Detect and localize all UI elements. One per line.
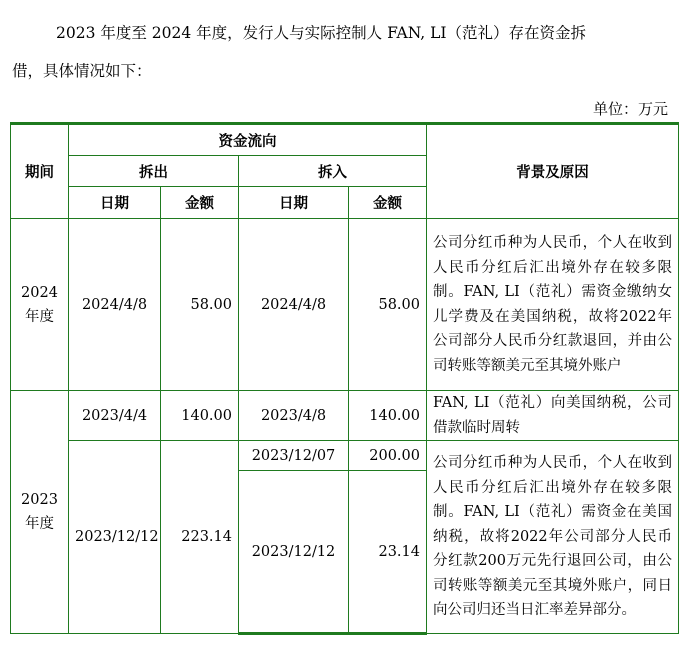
header-out: 拆出 — [69, 156, 239, 187]
in-date-cell: 2023/12/07 — [239, 441, 349, 471]
out-date-cell: 2023/4/4 — [69, 391, 161, 441]
period-cell: 2024 年度 — [11, 219, 69, 391]
reason-cell: 公司分红币种为人民币，个人在收到人民币分红后汇出境外存在较多限制。FAN, LI（范礼）需资金在美国纳税，故将2022年公司部分人民币分红款200万元先行退回公司，由公司转账等额美元至其境外账户，同日向公司归还当日汇率差异部分。 — [427, 441, 679, 634]
unit-label: 单位：万元 — [592, 100, 668, 118]
table-row — [11, 391, 679, 441]
intro-line-2: 借，具体情况如下： — [12, 62, 152, 80]
header-fund-flow: 资金流向 — [69, 124, 427, 156]
fund-flow-table — [10, 122, 679, 635]
reason-cell: FAN, LI（范礼）向美国纳税，公司借款临时周转 — [427, 391, 679, 441]
header-in-amount: 金额 — [349, 187, 427, 219]
header-out-date: 日期 — [69, 187, 161, 219]
in-date-cell: 2023/12/12 — [239, 471, 349, 634]
header-in-date: 日期 — [239, 187, 349, 219]
in-date-cell: 2024/4/8 — [239, 219, 349, 391]
in-date-cell: 2023/4/8 — [239, 391, 349, 441]
out-date-cell: 2023/12/12 — [69, 441, 161, 634]
header-reason: 背景及原因 — [427, 124, 679, 219]
period-cell: 2023 年度 — [11, 391, 69, 634]
out-amount-cell: 223.14 — [161, 441, 239, 634]
out-amount-cell: 58.00 — [161, 219, 239, 391]
reason-cell: 公司分红币种为人民币，个人在收到人民币分红后汇出境外存在较多限制。FAN, LI（范礼）需资金缴纳女儿学费及在美国纳税，故将2022年公司部分人民币分红款退回，并由公司转账等额美元至其境外账户 — [427, 219, 679, 391]
in-amount-cell: 23.14 — [349, 471, 427, 634]
in-amount-cell: 200.00 — [349, 441, 427, 471]
intro-paragraph — [12, 14, 672, 90]
intro-line-1: 2023 年度至 2024 年度，发行人与实际控制人 FAN, LI（范礼）存在资金拆 — [56, 24, 587, 42]
table-row — [11, 219, 679, 391]
table-row — [11, 441, 679, 471]
header-out-amount: 金额 — [161, 187, 239, 219]
header-in: 拆入 — [239, 156, 427, 187]
in-amount-cell: 140.00 — [349, 391, 427, 441]
in-amount-cell: 58.00 — [349, 219, 427, 391]
out-amount-cell: 140.00 — [161, 391, 239, 441]
header-period: 期间 — [11, 124, 69, 219]
out-date-cell: 2024/4/8 — [69, 219, 161, 391]
